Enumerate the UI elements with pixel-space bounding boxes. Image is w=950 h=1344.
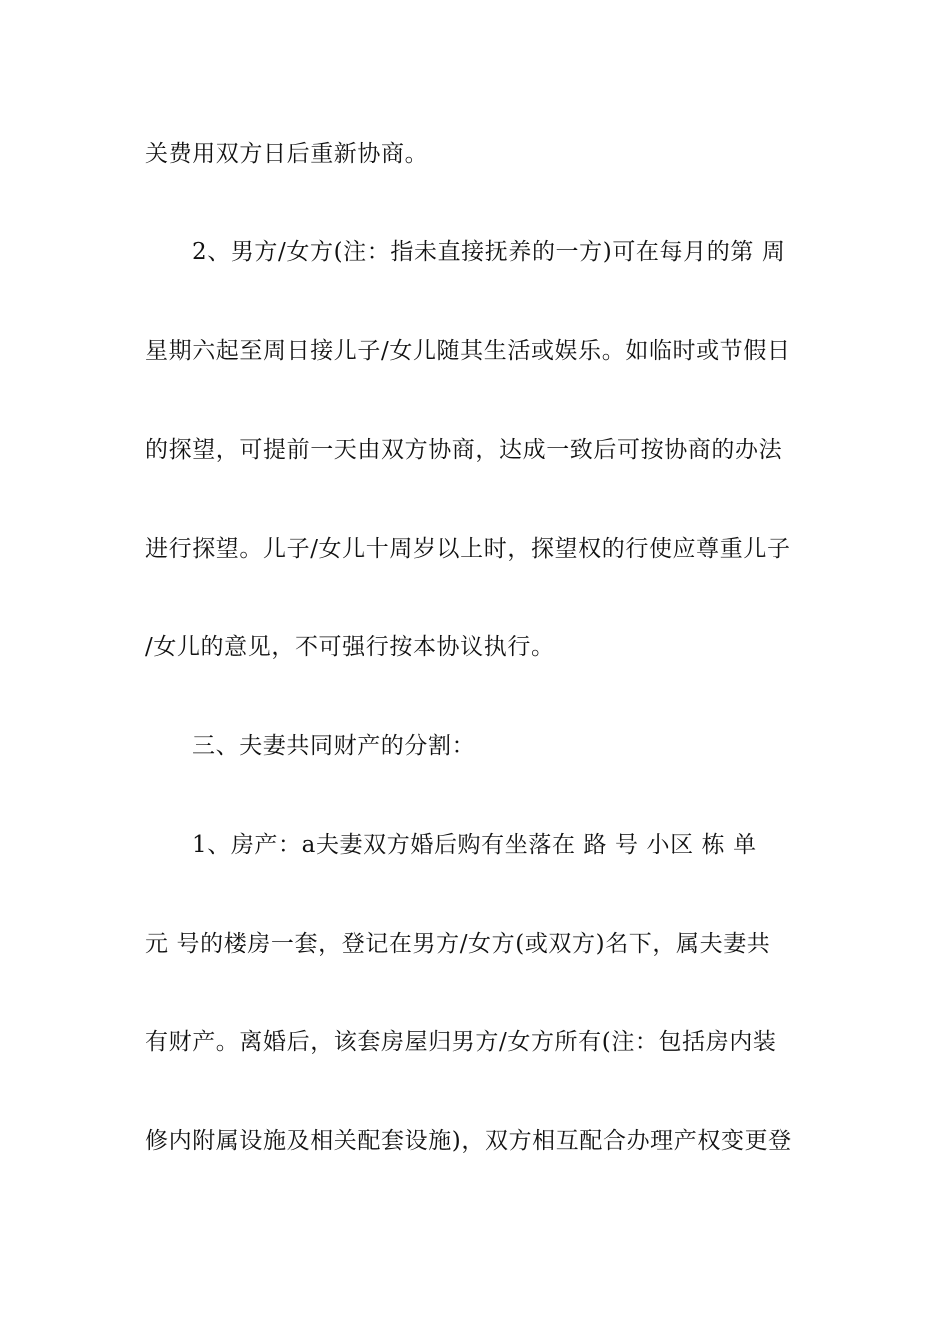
section-heading: 三、夫妻共同财产的分割： <box>192 733 476 759</box>
text-line-2: 2、男方/女方(注：指未直接抚养的一方)可在每月的第 周 <box>192 239 786 265</box>
text-line-8: 1、房产：a夫妻双方婚后购有坐落在 路 号 小区 栋 单 <box>192 832 757 858</box>
text-line-10: 有财产。离婚后，该套房屋归男方/女方所有(注：包括房内装 <box>145 1029 777 1055</box>
text-line-9: 元 号的楼房一套，登记在男方/女方(或双方)名下，属夫妻共 <box>145 931 771 957</box>
text-line-11: 修内附属设施及相关配套设施)，双方相互配合办理产权变更登 <box>145 1128 792 1154</box>
text-line-6: /女儿的意见，不可强行按本协议执行。 <box>145 634 555 660</box>
text-line-5: 进行探望。儿子/女儿十周岁以上时，探望权的行使应尊重儿子 <box>145 536 791 562</box>
text-line-3: 星期六起至周日接儿子/女儿随其生活或娱乐。如临时或节假日 <box>145 338 791 364</box>
text-line-1: 关费用双方日后重新协商。 <box>145 141 429 167</box>
text-line-4: 的探望，可提前一天由双方协商，达成一致后可按协商的办法 <box>145 437 783 463</box>
